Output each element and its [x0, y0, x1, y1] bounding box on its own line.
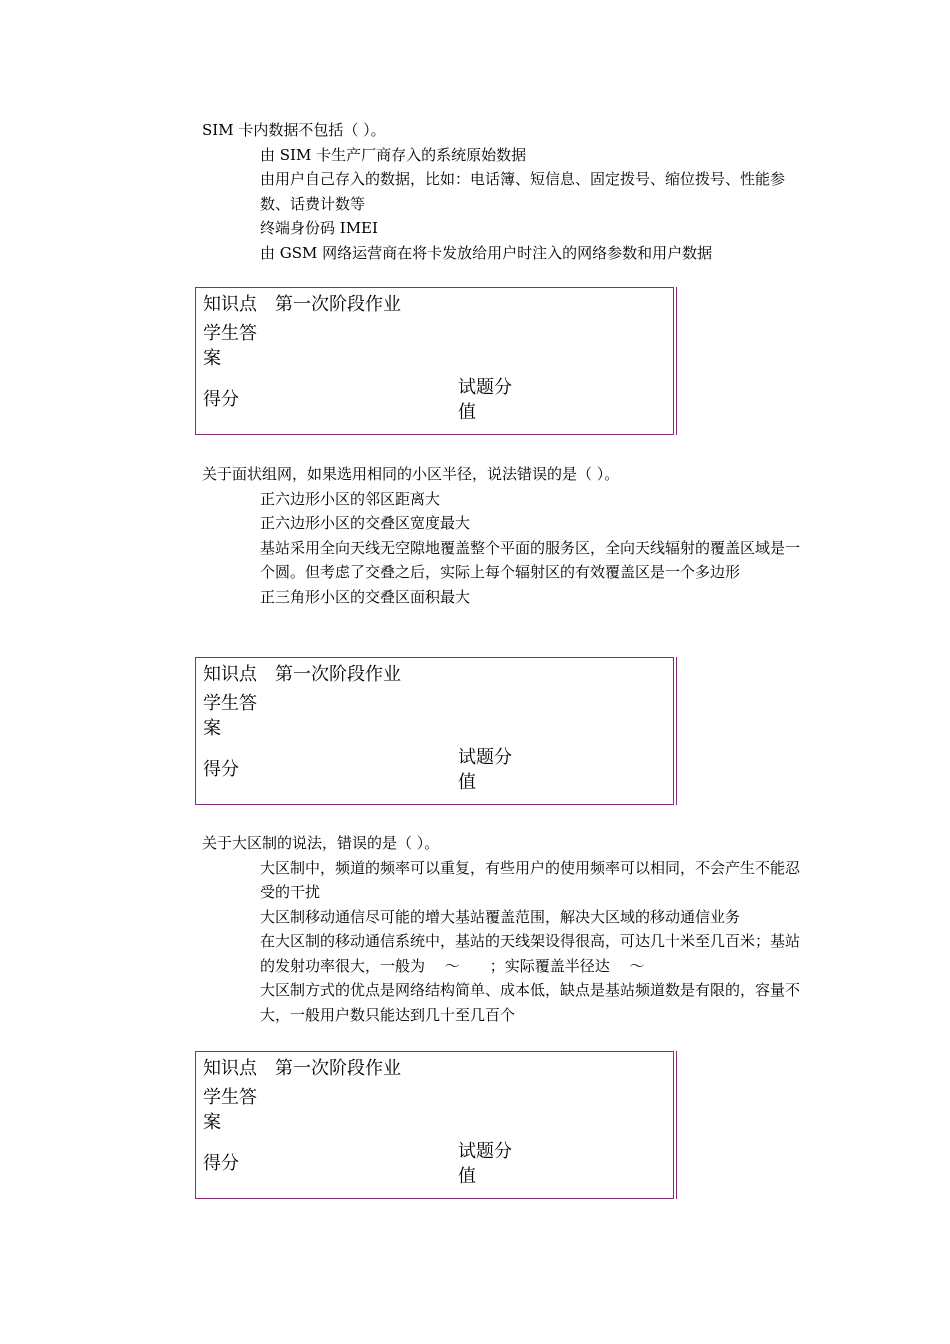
option-item[interactable]: 基站采用全向天线无空隙地覆盖整个平面的服务区，全向天线辐射的覆盖区域是一个圆。但考虑了交叠之后，实际上每个辐射区的有效覆盖区是一个多边形 — [260, 538, 801, 581]
knowledge-label: 知识点 — [203, 1058, 257, 1079]
option-item[interactable]: 正六边形小区的交叠区宽度最大 — [260, 514, 471, 532]
info-card — [195, 1051, 674, 1199]
question-text: 关于大区制的说法，错误的是（ ）。 — [202, 834, 440, 852]
knowledge-value: 第一次阶段作业 — [275, 664, 401, 685]
points-label: 试题分值 — [458, 1141, 512, 1187]
option-item[interactable]: 正三角形小区的交叠区面积最大 — [260, 587, 471, 606]
option-item[interactable]: 大区制移动通信尽可能的增大基站覆盖范围，解决大区域的移动通信业务 — [260, 907, 741, 926]
info-card — [195, 657, 674, 805]
option-item[interactable]: 大区制中，频道的频率可以重复，有些用户的使用频率可以相同，不会产生不能忍受的干扰 — [260, 858, 801, 901]
option-item[interactable]: 大区制方式的优点是网络结构简单、成本低，缺点是基站频道数是有限的，容量不大，一般用户数只能达到几十至几百个 — [260, 981, 801, 1024]
question-3 — [202, 831, 822, 1027]
option-item[interactable]: 在大区制的移动通信系统中，基站的天线架设得很高，可达几十米至几百米；基站的发射功率很大，一般为 ～ ；实际覆盖半径达 ～ — [260, 932, 801, 975]
knowledge-label: 知识点 — [203, 294, 257, 315]
question-text: SIM 卡内数据不包括（ ）。 — [202, 121, 386, 139]
option-item[interactable]: 正六边形小区的邻区距离大 — [260, 489, 441, 508]
option-item[interactable]: 终端身份码 IMEI — [260, 219, 378, 237]
answer-label: 学生答案 — [203, 323, 257, 369]
question-2 — [202, 462, 822, 609]
option-item[interactable]: 由用户自己存入的数据，比如：电话簿、短信息、固定拨号、缩位拨号、性能参数、话费计数等 — [260, 170, 786, 213]
knowledge-value: 第一次阶段作业 — [275, 294, 401, 315]
question-text: 关于面状组网，如果选用相同的小区半径，说法错误的是（ ）。 — [202, 465, 620, 483]
option-item[interactable]: 由 GSM 网络运营商在将卡发放给用户时注入的网络参数和用户数据 — [260, 243, 713, 262]
option-list — [202, 487, 822, 610]
answer-label: 学生答案 — [203, 1087, 257, 1133]
option-item[interactable]: 由 SIM 卡生产厂商存入的系统原始数据 — [260, 145, 527, 164]
option-list — [202, 856, 822, 1028]
points-label: 试题分值 — [458, 377, 512, 423]
option-list — [202, 143, 822, 266]
question-1 — [202, 118, 822, 265]
answer-label: 学生答案 — [203, 693, 257, 739]
points-label: 试题分值 — [458, 747, 512, 793]
knowledge-value: 第一次阶段作业 — [275, 1058, 401, 1079]
score-label: 得分 — [203, 1153, 239, 1174]
info-card — [195, 287, 674, 435]
knowledge-label: 知识点 — [203, 664, 257, 685]
score-label: 得分 — [203, 759, 239, 780]
score-label: 得分 — [203, 389, 239, 410]
